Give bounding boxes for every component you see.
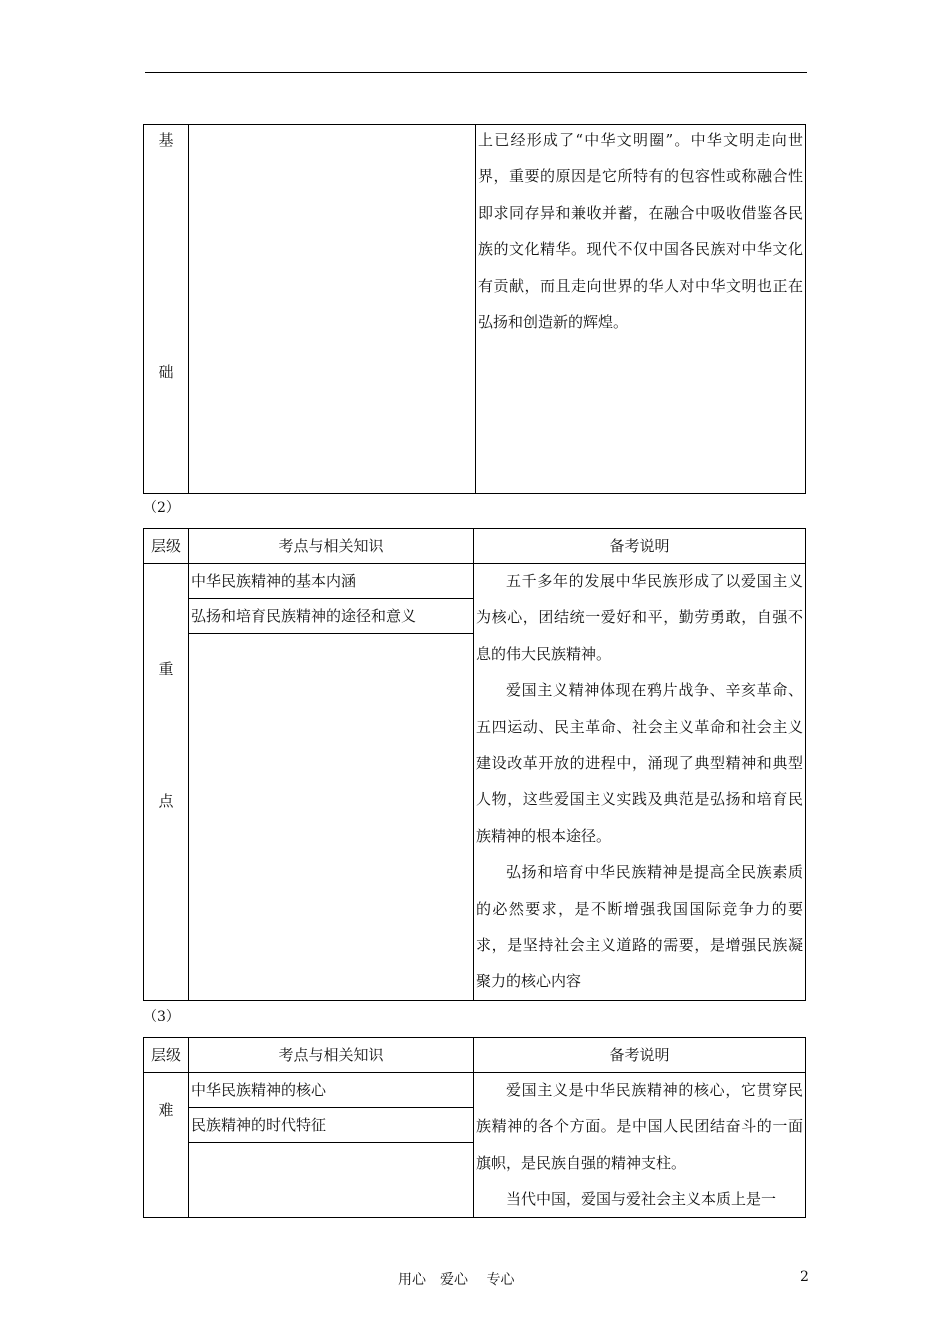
header-knowledge: 考点与相关知识 xyxy=(189,1038,474,1073)
level-char: 基 xyxy=(158,131,174,149)
footer-motto: 用心 爱心 专心 xyxy=(398,1272,515,1288)
header-notes: 备考说明 xyxy=(474,529,806,564)
table-key-points xyxy=(143,528,806,1001)
notes-cell xyxy=(474,564,806,1001)
knowledge-item: 弘扬和培育民族精神的途径和意义 xyxy=(189,599,473,634)
table-difficult xyxy=(143,1037,806,1218)
notes-cell xyxy=(474,1073,806,1218)
notes-paragraph: 当代中国，爱国与爱社会主义本质上是一 xyxy=(506,1190,777,1209)
knowledge-cell xyxy=(189,125,476,494)
table-basic xyxy=(143,124,806,494)
level-char: 础 xyxy=(158,363,174,381)
header-rule xyxy=(145,72,807,73)
level-char: 重 xyxy=(158,660,174,678)
notes-paragraph: 上已经形成了“中华文明圈”。中华文明走向世界，重要的原因是它所特有的包容性或称融合性即求同存异和兼收并蓄，在融合中吸收借鉴各民族的文化精华。现代不仅中国各民族对中华文化有贡献，而且走向世界的华人对中华文明也正在弘扬和创造新的辉煌。 xyxy=(478,131,803,332)
level-char: 难 xyxy=(158,1101,174,1119)
header-level: 层级 xyxy=(144,529,189,564)
header-notes: 备考说明 xyxy=(474,1038,806,1073)
notes-paragraph: 弘扬和培育中华民族精神是提高全民族素质的必然要求，是不断增强我国国际竞争力的要求，是坚持社会主义道路的需要，是增强民族凝聚力的核心内容 xyxy=(476,863,803,991)
page-number: 2 xyxy=(800,1269,809,1285)
knowledge-item: 民族精神的时代特征 xyxy=(189,1108,473,1143)
knowledge-cell xyxy=(189,564,474,1001)
notes-paragraph: 爱国主义是中华民族精神的核心，它贯穿民族精神的各个方面。是中国人民团结奋斗的一面旗帜，是民族自强的精神支柱。 xyxy=(476,1081,803,1172)
notes-cell xyxy=(476,125,806,494)
knowledge-item: 中华民族精神的核心 xyxy=(189,1073,473,1108)
level-cell-key xyxy=(144,564,189,1001)
level-cell-difficult xyxy=(144,1073,189,1218)
header-knowledge: 考点与相关知识 xyxy=(189,529,474,564)
notes-paragraph: 五千多年的发展中华民族形成了以爱国主义为核心，团结统一爱好和平，勤劳勇敢，自强不息的伟大民族精神。 xyxy=(476,572,803,663)
table-caption-2: （2） xyxy=(143,500,180,516)
knowledge-cell xyxy=(189,1073,474,1218)
knowledge-item: 中华民族精神的基本内涵 xyxy=(189,564,473,599)
level-char: 点 xyxy=(158,792,174,810)
notes-paragraph: 爱国主义精神体现在鸦片战争、辛亥革命、五四运动、民主革命、社会主义革命和社会主义建设改革开放的进程中，涌现了典型精神和典型人物，这些爱国主义实践及典范是弘扬和培育民族精神的根本途径。 xyxy=(476,681,803,845)
header-level: 层级 xyxy=(144,1038,189,1073)
level-cell-basic xyxy=(144,125,189,494)
table-caption-3: （3） xyxy=(143,1009,180,1025)
